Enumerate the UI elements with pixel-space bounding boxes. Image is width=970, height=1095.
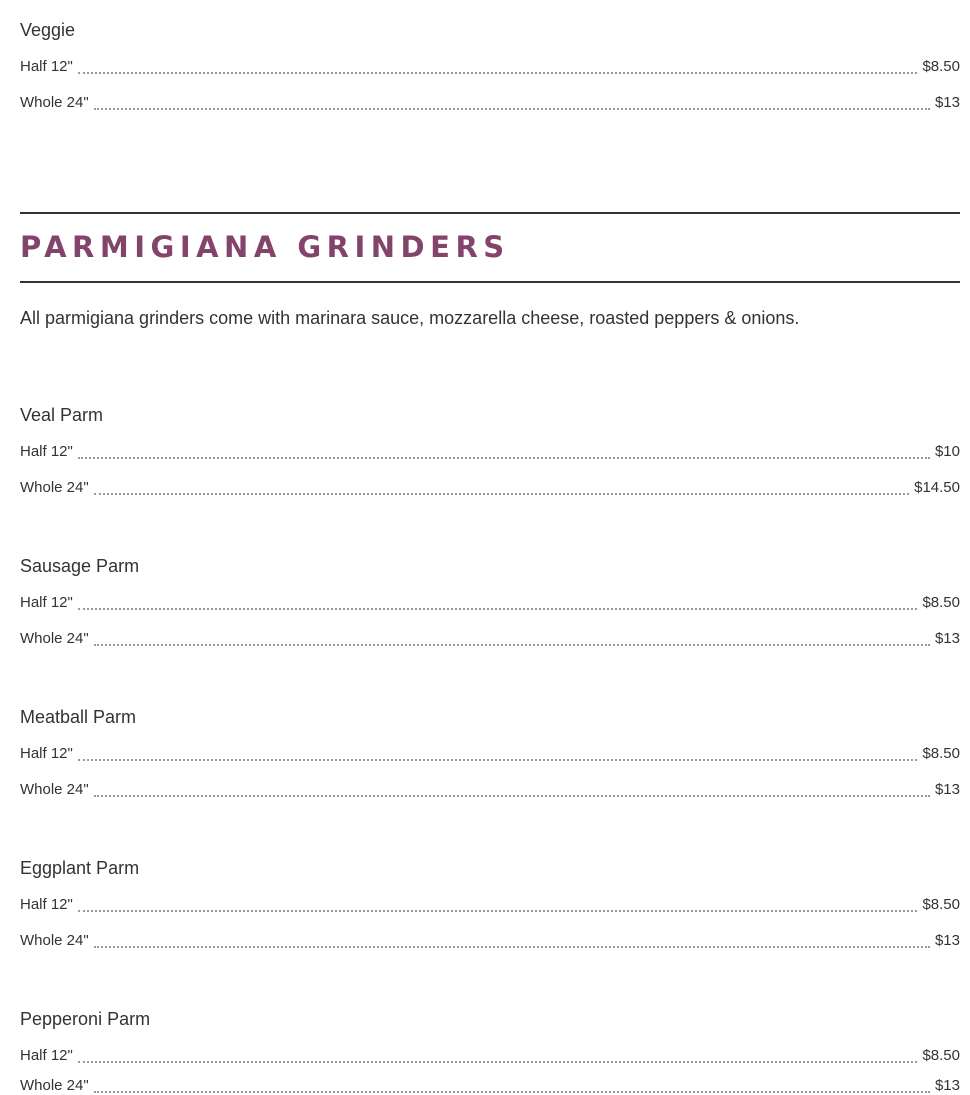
item-name: Pepperoni Parm: [20, 1009, 151, 1029]
item-name: Sausage Parm: [20, 556, 140, 576]
size-label: Whole 24": [20, 1077, 89, 1094]
dotted-leader: [78, 1057, 918, 1063]
price: $8.50: [922, 1047, 960, 1064]
size-label: Half 12": [20, 443, 73, 460]
price-row-half: [20, 441, 960, 461]
price: $8.50: [922, 896, 960, 913]
price-row-whole: [20, 1075, 960, 1095]
price: $13: [934, 630, 960, 647]
dotted-leader: [94, 1087, 930, 1093]
size-label: Half 12": [20, 745, 73, 762]
price-row-half: [20, 56, 960, 76]
price-row-whole: [20, 477, 960, 497]
item-name: Veggie: [20, 20, 76, 40]
price: $13: [934, 1077, 960, 1094]
size-label: Whole 24": [20, 932, 89, 949]
section-description: All parmigiana grinders come with marinara sauce, mozzarella cheese, roasted peppers & onions.: [20, 308, 800, 328]
size-label: Whole 24": [20, 630, 89, 647]
dotted-leader: [78, 68, 918, 74]
dotted-leader: [94, 791, 930, 797]
size-label: Whole 24": [20, 94, 89, 111]
item-name: Meatball Parm: [20, 707, 137, 727]
size-label: Half 12": [20, 594, 73, 611]
price-row-half: [20, 894, 960, 914]
size-label: Half 12": [20, 1047, 73, 1064]
price: $10: [934, 443, 960, 460]
item-name: Eggplant Parm: [20, 858, 140, 878]
size-label: Half 12": [20, 896, 73, 913]
price: $8.50: [922, 58, 960, 75]
price: $8.50: [922, 594, 960, 611]
price: $8.50: [922, 745, 960, 762]
price-row-whole: [20, 628, 960, 648]
dotted-leader: [94, 640, 930, 646]
dotted-leader: [94, 489, 909, 495]
size-label: Half 12": [20, 58, 73, 75]
dotted-leader: [94, 104, 930, 110]
price-row-half: [20, 1045, 960, 1065]
price-row-half: [20, 743, 960, 763]
section-top-rule: [20, 212, 960, 214]
price-row-whole: [20, 930, 960, 950]
dotted-leader: [78, 453, 930, 459]
dotted-leader: [78, 906, 918, 912]
size-label: Whole 24": [20, 479, 89, 496]
price: $13: [934, 781, 960, 798]
price-row-whole: [20, 779, 960, 799]
price: $13: [934, 94, 960, 111]
dotted-leader: [78, 604, 918, 610]
size-label: Whole 24": [20, 781, 89, 798]
section-title: PARMIGIANA GRINDERS: [20, 230, 510, 264]
item-name: Veal Parm: [20, 405, 104, 425]
price: $14.50: [914, 479, 960, 496]
dotted-leader: [94, 942, 930, 948]
price: $13: [934, 932, 960, 949]
price-row-whole: [20, 92, 960, 112]
price-row-half: [20, 592, 960, 612]
section-bottom-rule: [20, 281, 960, 283]
dotted-leader: [78, 755, 918, 761]
